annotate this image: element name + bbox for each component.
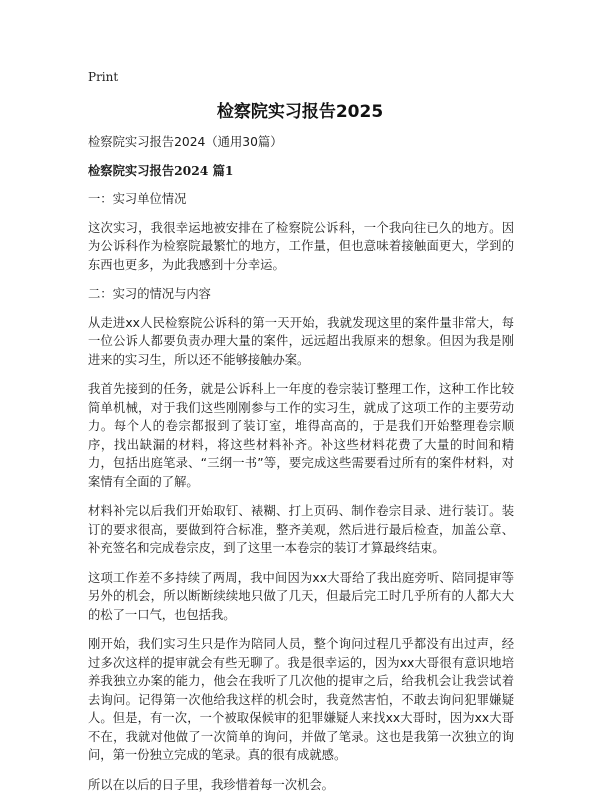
section-heading-1: 一：实习单位情况 <box>88 192 187 206</box>
document-body <box>88 133 514 805</box>
paragraph-3: 我首先接到的任务，就是公诉科上一年度的卷宗装订整理工作，这种工作比较简单机械，对于我们这些刚刚参与工作的实习生，就成了这项工作的主要劳动力。每个人的卷宗都报到了装订室，堆得高高的，于是我们开始整理卷宗顺序，找出缺漏的材料，将这些材料补齐。补这些材料花费了大量的时间和精力，包括出庭笔录、“三纲一书”等，要完成这些需要看过所有的案件材料，对案情有全面的了解。 <box>88 382 514 489</box>
paragraph-7: 所以在以后的日子里，我珍惜着每一次机会。 <box>88 777 334 792</box>
print-label: Print <box>88 70 119 84</box>
paragraph-5: 这项工作差不多持续了两周，我中间因为xx大哥给了我出庭旁听、陪同提审等另外的机会，所以断断续续地只做了几天，但最后完工时几乎所有的人都大大的松了一口气，也包括我。 <box>88 570 514 622</box>
document-subtitle: 检察院实习报告2024（通用30篇） <box>88 135 283 149</box>
paragraph-6: 刚开始，我们实习生只是作为陪同人员，整个询问过程几乎都没有出过声，经过多次这样的提审就会有些无聊了。我是很幸运的，因为xx大哥很有意识地培养我独立办案的能力，他会在我听了几次他的提审之后，给我机会让我尝试着去询问。记得第一次他给我这样的机会时，我竟然害怕，不敢去询问犯罪嫌疑人。但是，有一次，一个被取保候审的犯罪嫌疑人来找xx大哥时，因为xx大哥不在，我就对他做了一次简单的询问，并做了笔录。这也是我第一次独立的询问，第一份独立完成的笔录。真的很有成就感。 <box>88 637 514 762</box>
paragraph-1: 这次实习，我很幸运地被安排在了检察院公诉科，一个我向往已久的地方。因为公诉科作为检察院最繁忙的地方，工作量，但也意味着接触面更大，学到的东西也更多，为此我感到十分幸运。 <box>88 220 514 272</box>
paragraph-4: 材料补完以后我们开始取钉、裱糊、打上页码、制作卷宗目录、进行装订。装订的要求很高，要做到符合标准，整齐美观，然后进行最后检查，加盖公章、补充签名和完成卷宗皮，到了这里一本卷宗的装订才算最终结束。 <box>88 504 514 555</box>
paragraph-2: 从走进xx人民检察院公诉科的第一天开始，我就发现这里的案件量非常大，每一位公诉人都要负责办理大量的案件，远远超出我原来的想象。但因为我是刚进来的实习生，所以还不能够接触办案。 <box>88 315 514 367</box>
section-title: 检察院实习报告2024 篇1 <box>88 162 234 178</box>
section-heading-2: 二：实习的情况与内容 <box>88 287 211 301</box>
page-title: 检察院实习报告2025 <box>216 102 384 122</box>
